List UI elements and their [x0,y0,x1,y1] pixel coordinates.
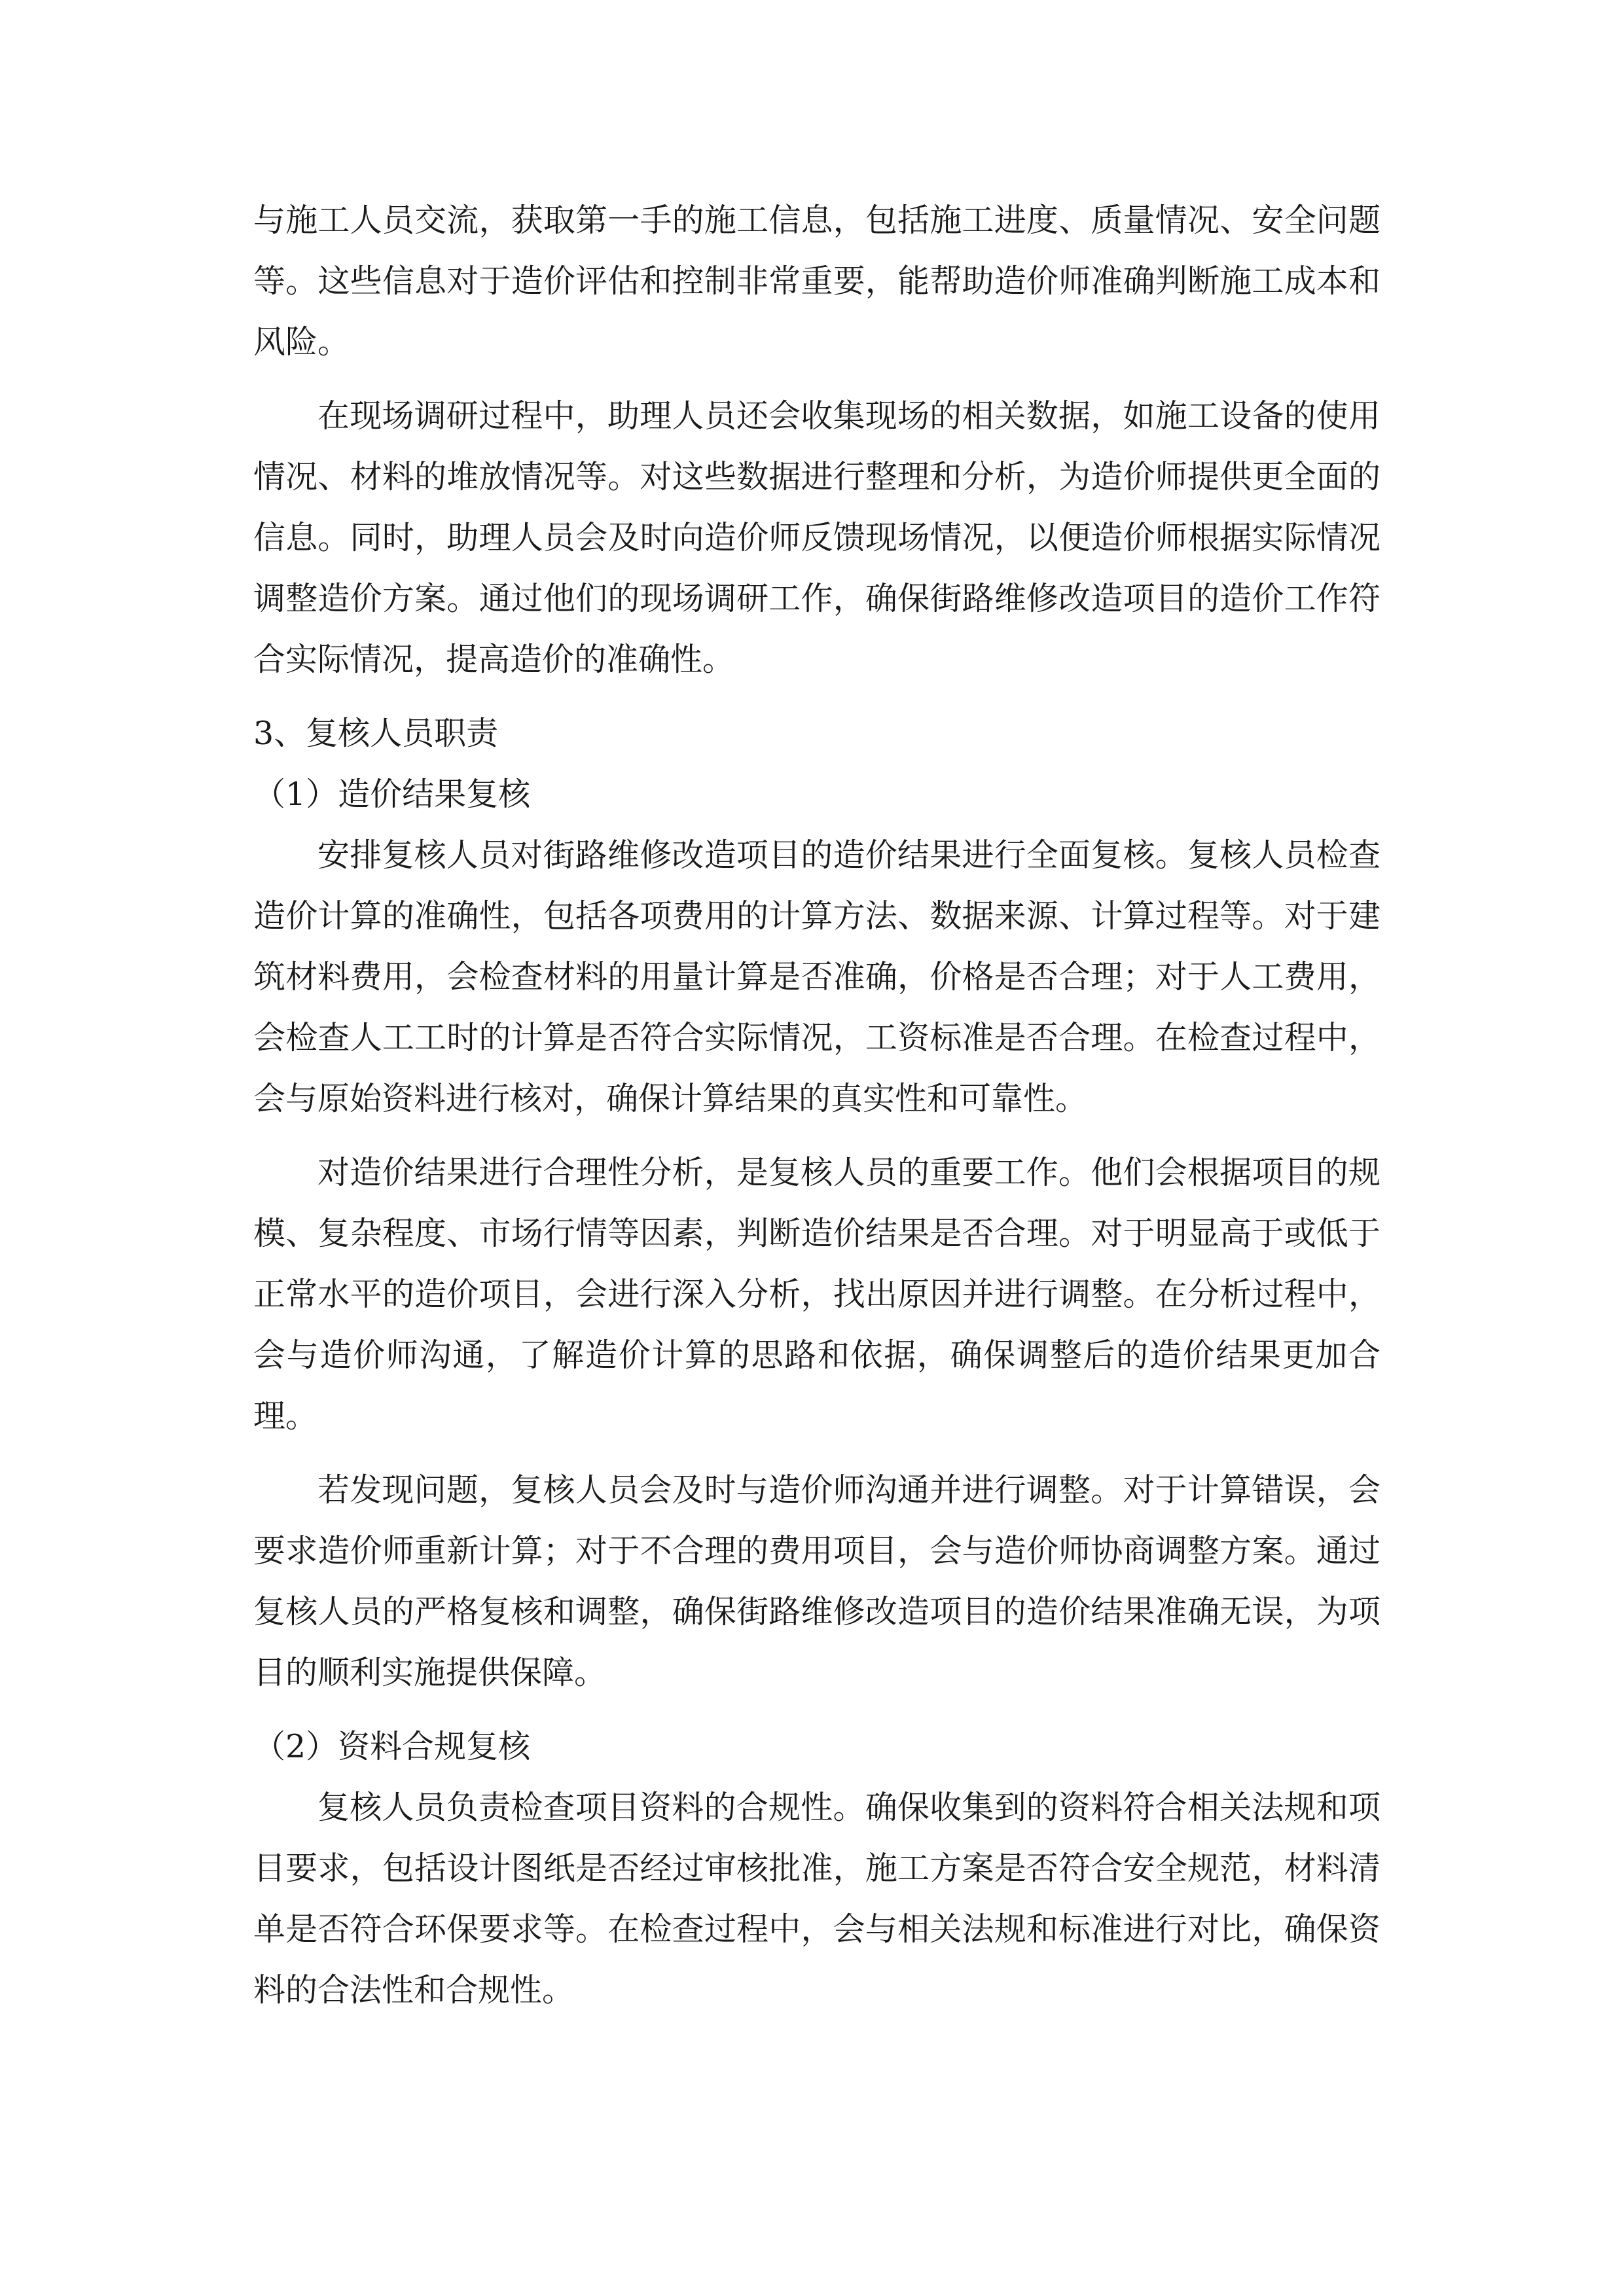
paragraph-compliance-review-1: 复核人员负责检查项目资料的合规性。确保收集到的资料符合相关法规和项目要求，包括设计图纸是否经过审核批准，施工方案是否符合安全规范，材料清单是否符合环保要求等。在检查过程中，会与相关法规和标准进行对比，确保资料的合法性和合规性。 [253,1789,1380,2009]
paragraph-site-survey: 在现场调研过程中，助理人员还会收集现场的相关数据，如施工设备的使用情况、材料的堆放情况等。对这些数据进行整理和分析，为造价师提供更全面的信息。同时，助理人员会及时向造价师反馈现场情况，以便造价师根据实际情况调整造价方案。通过他们的现场调研工作，确保街路维修改造项目的造价工作符合实际情况，提高造价的准确性。 [253,397,1380,678]
subheading-cost-result-review: （1）造价结果复核 [253,776,531,813]
document-body [253,190,1380,2034]
subheading-document-compliance-review: （2）资料合规复核 [253,1728,531,1765]
paragraph-cost-review-3: 若发现问题，复核人员会及时与造价师沟通并进行调整。对于计算错误，会要求造价师重新计算；对于不合理的费用项目，会与造价师协商调整方案。通过复核人员的严格复核和调整，确保街路维修改造项目的造价结果准确无误，为项目的顺利实施提供保障。 [253,1471,1380,1691]
paragraph-cost-review-2: 对造价结果进行合理性分析，是复核人员的重要工作。他们会根据项目的规模、复杂程度、市场行情等因素，判断造价结果是否合理。对于明显高于或低于正常水平的造价项目，会进行深入分析，找出原因并进行调整。在分析过程中，会与造价师沟通，了解造价计算的思路和依据，确保调整后的造价结果更加合理。 [253,1154,1380,1435]
paragraph-cost-review-1: 安排复核人员对街路维修改造项目的造价结果进行全面复核。复核人员检查造价计算的准确性，包括各项费用的计算方法、数据来源、计算过程等。对于建筑材料费用，会检查材料的用量计算是否准确，价格是否合理；对于人工费用，会检查人工工时的计算是否符合实际情况，工资标准是否合理。在检查过程中，会与原始资料进行核对，确保计算结果的真实性和可靠性。 [253,836,1380,1117]
section-heading-reviewer-duties: 3、复核人员职责 [253,715,499,752]
paragraph-continued: 与施工人员交流，获取第一手的施工信息，包括施工进度、质量情况、安全问题等。这些信息对于造价评估和控制非常重要，能帮助造价师准确判断施工成本和风险。 [253,202,1380,361]
